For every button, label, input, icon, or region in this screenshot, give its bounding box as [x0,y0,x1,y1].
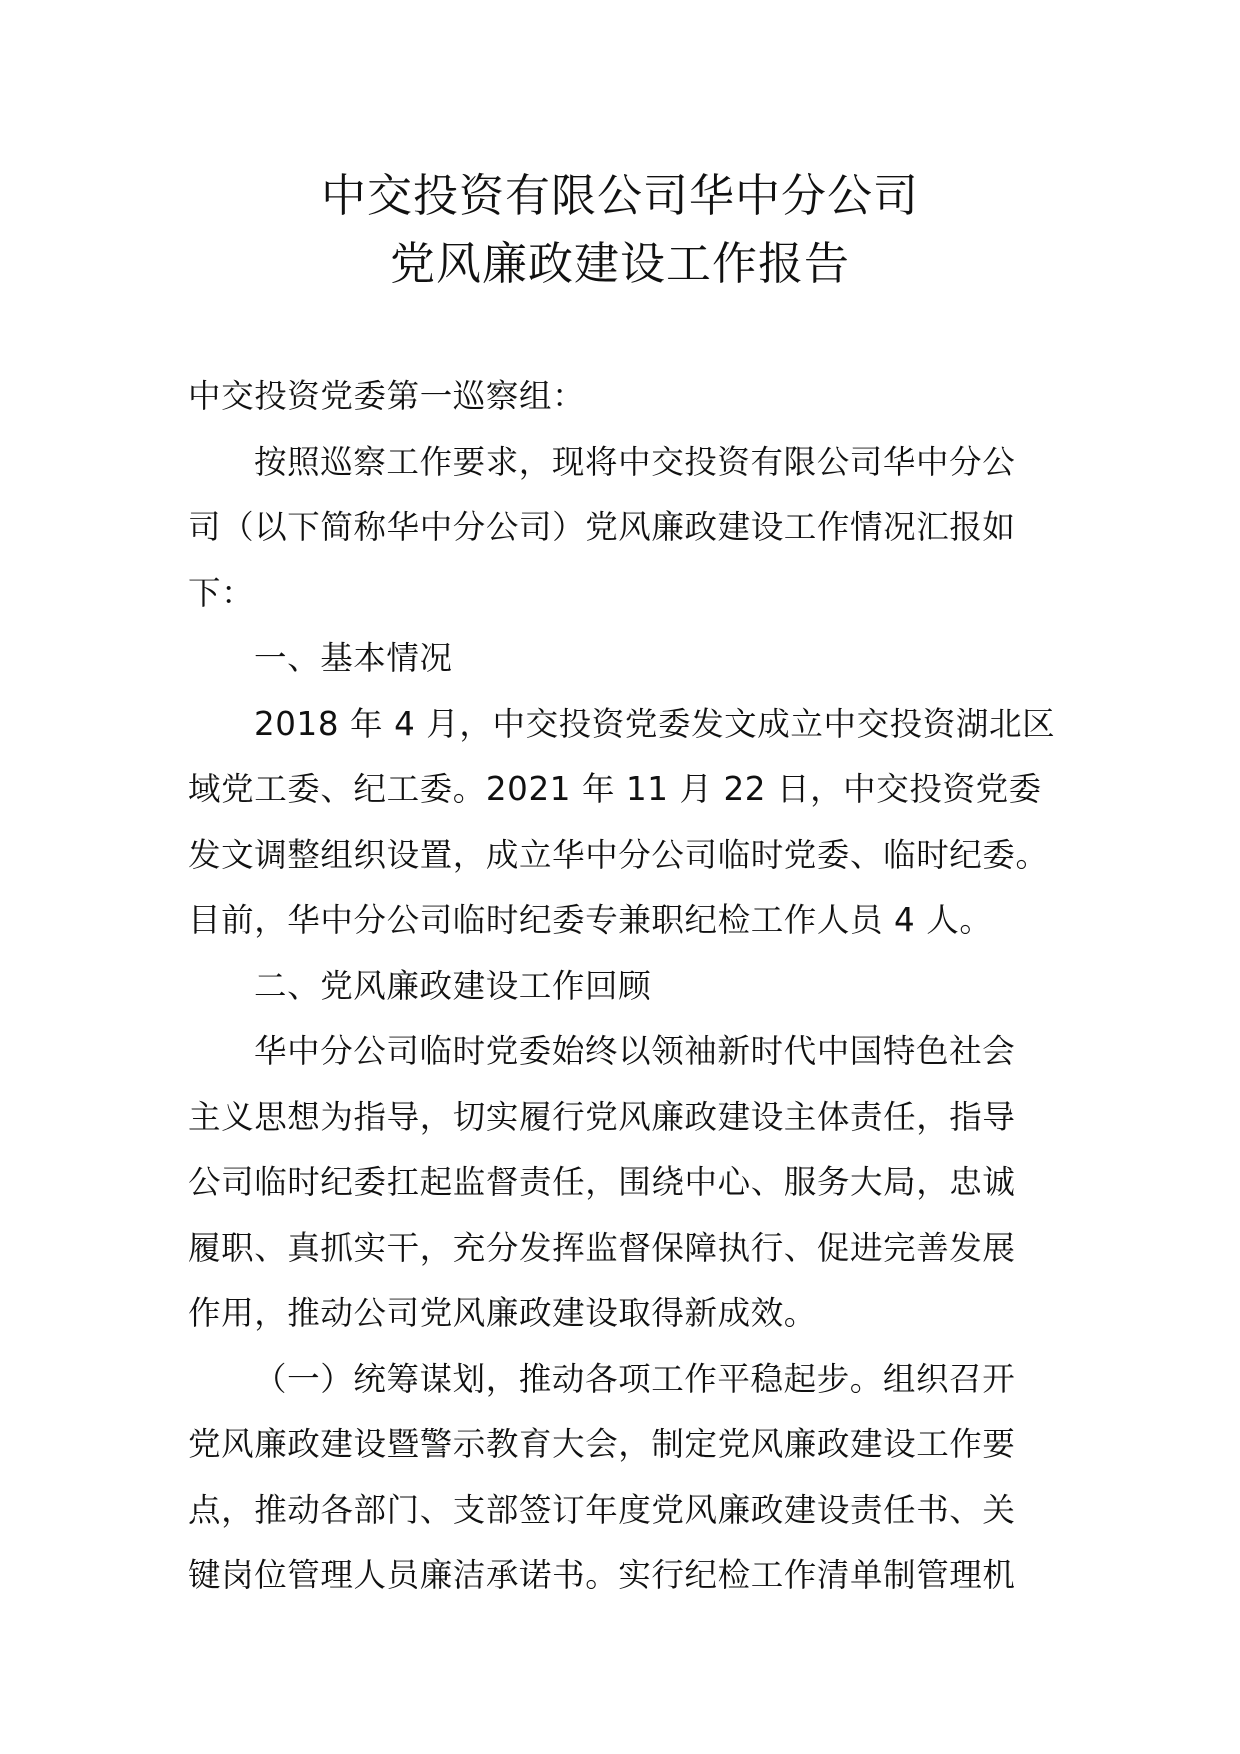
document-title-line-2: 党风廉政建设工作报告 [389,237,850,290]
paragraph-line: 下： [188,574,255,612]
section-heading: 二、党风廉政建设工作回顾 [254,967,652,1005]
section-heading: 一、基本情况 [254,639,453,677]
paragraph-line: 作用，推动公司党风廉政建设取得新成效。 [188,1294,817,1332]
paragraph-line: 党风廉政建设暨警示教育大会，制定党风廉政建设工作要 [188,1425,1016,1463]
salutation: 中交投资党委第一巡察组： [188,377,586,415]
paragraph-line: 2018 年 4 月，中交投资党委发文成立中交投资湖北区 [254,705,1056,743]
paragraph-line: 目前，华中分公司临时纪委专兼职纪检工作人员 4 人。 [188,901,993,939]
paragraph-line: 华中分公司临时党委始终以领袖新时代中国特色社会 [254,1032,1016,1070]
paragraph-line: 按照巡察工作要求，现将中交投资有限公司华中分公 [254,443,1016,481]
paragraph-line: 主义思想为指导，切实履行党风廉政建设主体责任，指导 [188,1098,1016,1136]
paragraph-line: 键岗位管理人员廉洁承诺书。实行纪检工作清单制管理机 [188,1556,1016,1594]
paragraph-line: 司（以下简称华中分公司）党风廉政建设工作情况汇报如 [188,508,1016,546]
paragraph-line: 点，推动各部门、支部签订年度党风廉政建设责任书、关 [188,1491,1016,1529]
document-title-line-1: 中交投资有限公司华中分公司 [320,169,919,222]
paragraph-line: 公司临时纪委扛起监督责任，围绕中心、服务大局，忠诚 [188,1163,1016,1201]
paragraph-line: 履职、真抓实干，充分发挥监督保障执行、促进完善发展 [188,1229,1016,1267]
paragraph-line: （一）统筹谋划，推动各项工作平稳起步。组织召开 [254,1360,1016,1398]
paragraph-line: 发文调整组织设置，成立华中分公司临时党委、临时纪委。 [188,836,1049,874]
paragraph-line: 域党工委、纪工委。2021 年 11 月 22 日，中交投资党委 [188,770,1042,808]
